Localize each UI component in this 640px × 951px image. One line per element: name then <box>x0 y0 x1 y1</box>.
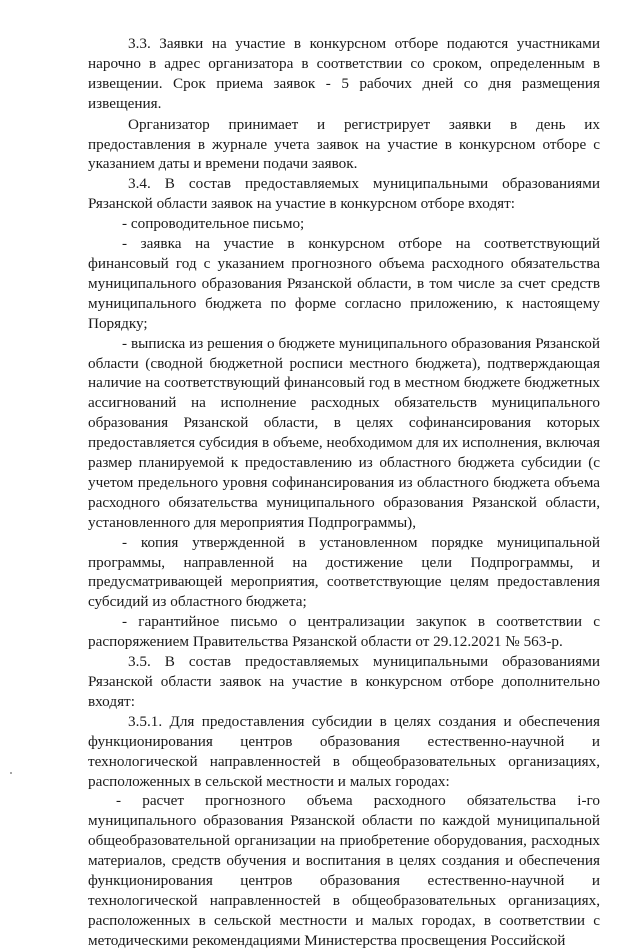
list-item-program-copy: - копия утвержденной в установленном порядке муниципальной программы, направленной на достижение цели Подпрограммы, и предусматривающей мероприятия, соответствующие целям предоставления субсидий из областного бюджета; <box>88 533 600 611</box>
document-page <box>88 34 600 951</box>
list-item-calculation: - расчет прогнозного объема расходного обязательства i-го муниципального образования Рязанской области по каждой муниципальной общеобразовательной организации на приобретение оборудования, расходных материалов, средств обучения и воспитания в целях создания и обеспечения функционирования центров образования естественно-научной и технологической направленностей в общеобразовательных организациях, расположенных в сельской местности и малых городах, в соответствии с методическими рекомендациями Министерства просвещения Российской <box>88 792 600 949</box>
list-item-application: - заявка на участие в конкурсном отборе на соответствующий финансовый год с указанием прогнозного объема расходного обязательства муниципального образования Рязанской области, в том числе за счет средств муниципального бюджета по форме согласно приложению, к настоящему Порядку; <box>88 235 600 332</box>
paragraph-3-5-1: 3.5.1. Для предоставления субсидии в целях создания и обеспечения функционирования центров образования естественно-научной и технологической направленностей в общеобразовательных организациях, расположенных в сельской местности и малых городах: <box>88 712 600 790</box>
paragraph-3-3: 3.3. Заявки на участие в конкурсном отборе подаются участниками нарочно в адрес организатора в соответствии со сроком, определенным в извещении. Срок приема заявок - 5 рабочих дней со дня размещения извещения. <box>88 35 600 112</box>
list-item-guarantee-letter: - гарантийное письмо о централизации закупок в соответствии с распоряжением Правительства Рязанской области от 29.12.2021 № 563-р. <box>88 613 600 651</box>
paragraph-3-4: 3.4. В состав предоставляемых муниципальными образованиями Рязанской области заявок на участие в конкурсном отборе входят: <box>88 175 600 213</box>
list-item-cover-letter: - сопроводительное письмо; <box>122 215 305 233</box>
paragraph-3-5: 3.5. В состав предоставляемых муниципальными образованиями Рязанской области заявок на участие в конкурсном отборе дополнительно входят: <box>88 653 600 710</box>
paragraph-organizer-registration: Организатор принимает и регистрирует заявки в день их предоставления в журнале учета заявок на участие в конкурсном отборе с указанием даты и времени подачи заявок. <box>88 115 600 173</box>
list-item-budget-extract: - выписка из решения о бюджете муниципального образования Рязанской области (сводной бюджетной росписи местного бюджета), подтверждающая наличие на соответствующий финансовый год в местном бюджете бюджетных ассигнований на исполнение расходных обязательств муниципального образования Рязанской области, в целях софинансирования которых предоставляется субсидия в объеме, необходимом для их исполнения, включая размер планируемой к предоставлению из областного бюджета субсидии (с учетом предельного уровня софинансирования из областного бюджета объема расходного обязательства муниципального образования Рязанской области, установленного для мероприятия Подпрограммы), <box>88 334 601 531</box>
scan-speck <box>10 772 12 774</box>
